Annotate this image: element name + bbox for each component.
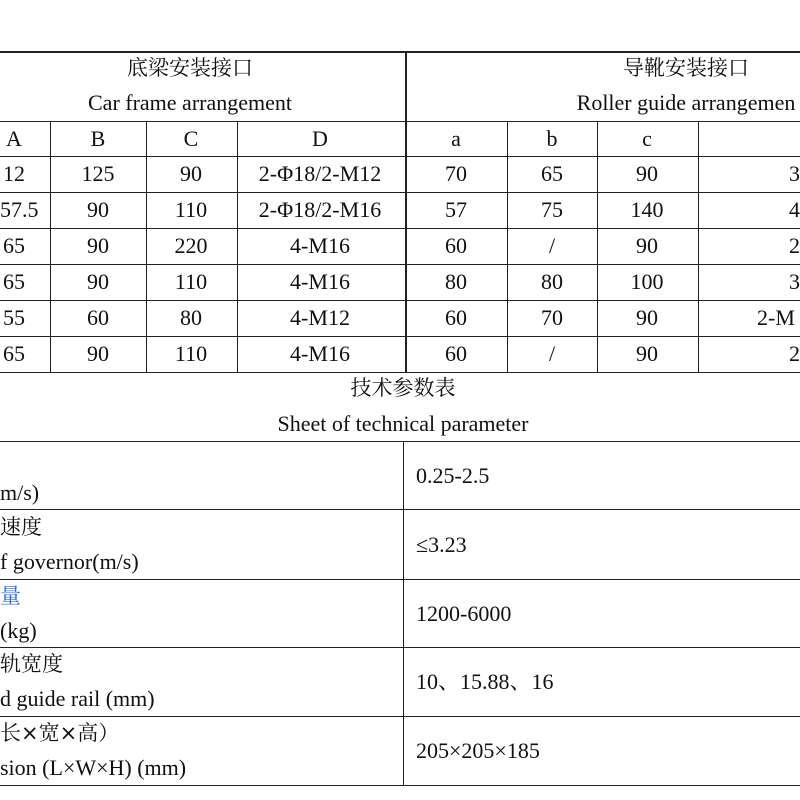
rule-header-bottom xyxy=(0,121,800,122)
rule-row-4 xyxy=(0,264,800,265)
table-cell: 65 xyxy=(541,161,563,186)
table-cell: 60 xyxy=(445,305,467,330)
param-value: 0.25-2.5 xyxy=(416,463,490,488)
table-cell: / xyxy=(548,341,556,366)
param-label-cn: 长×宽×高） xyxy=(0,721,120,745)
header-col-B: B xyxy=(90,126,106,151)
rule-row-7 xyxy=(0,372,800,373)
table-cell: 70 xyxy=(541,305,563,330)
car-frame-title-en: Car frame arrangement xyxy=(88,90,292,115)
table-cell: 57.5 xyxy=(0,197,39,222)
rule-tech-header xyxy=(0,441,800,442)
table-cell: 3 xyxy=(789,161,800,186)
roller-guide-title-cn: 导靴安装接口 xyxy=(623,56,749,80)
table-cell: 90 xyxy=(87,341,109,366)
rule-row-5 xyxy=(0,300,800,301)
rule-param-1 xyxy=(0,509,800,510)
table-cell: 220 xyxy=(174,233,208,258)
table-cell: 2-M xyxy=(757,305,795,330)
table-cell: 4-M16 xyxy=(290,233,350,258)
table-cell: 4-M16 xyxy=(290,269,350,294)
table-cell: 80 xyxy=(180,305,202,330)
table-cell: 4-M16 xyxy=(290,341,350,366)
rule-col-g xyxy=(698,121,699,372)
table-cell: 110 xyxy=(174,197,208,222)
param-label-en: m/s) xyxy=(0,480,40,505)
table-cell: 57 xyxy=(445,197,467,222)
rule-col-a xyxy=(50,121,51,372)
param-label-en: d guide rail (mm) xyxy=(0,686,155,711)
table-cell: 65 xyxy=(3,269,25,294)
table-cell: 80 xyxy=(445,269,467,294)
param-value: 1200-6000 xyxy=(416,601,512,626)
table-cell: 3 xyxy=(789,269,800,294)
table-cell: 2 xyxy=(789,233,800,258)
rule-col-f xyxy=(597,121,598,372)
header-col-A: A xyxy=(6,126,22,151)
rule-row-3 xyxy=(0,228,800,229)
param-label-cn: 速度 xyxy=(0,515,42,539)
header-col-c: c xyxy=(642,126,652,151)
table-cell: 80 xyxy=(541,269,563,294)
table-cell: 2-Φ18/2-M16 xyxy=(258,197,382,222)
tech-sheet-title-cn: 技术参数表 xyxy=(350,376,456,400)
param-value: ≤3.23 xyxy=(416,532,467,557)
param-label-en: (kg) xyxy=(0,618,37,643)
car-frame-title-cn: 底梁安装接口 xyxy=(127,56,253,80)
table-cell: 90 xyxy=(87,233,109,258)
table-cell: 4-M12 xyxy=(290,305,350,330)
rule-col-b xyxy=(146,121,147,372)
rule-col-c xyxy=(237,121,238,372)
table-cell: 90 xyxy=(636,161,658,186)
table-cell: 55 xyxy=(3,305,25,330)
table-cell: 2-Φ18/2-M12 xyxy=(258,161,382,186)
table-cell: 65 xyxy=(3,233,25,258)
param-label-cn: 量 xyxy=(0,584,21,608)
param-label-cn: 轨宽度 xyxy=(0,652,63,676)
param-value: 10、15.88、16 xyxy=(416,669,554,694)
table-cell: 110 xyxy=(174,269,208,294)
rule-row-2 xyxy=(0,192,800,193)
rule-col-e xyxy=(507,121,508,372)
header-col-a: a xyxy=(451,126,461,151)
roller-guide-title-en: Roller guide arrangemen xyxy=(576,90,796,115)
table-cell: 125 xyxy=(81,161,115,186)
param-value: 205×205×185 xyxy=(416,738,540,763)
table-cell: 65 xyxy=(3,341,25,366)
rule-top xyxy=(0,51,800,53)
rule-row-1 xyxy=(0,156,800,157)
table-cell: 70 xyxy=(445,161,467,186)
param-label-en: sion (L×W×H) (mm) xyxy=(0,755,187,780)
table-cell: 100 xyxy=(630,269,664,294)
header-col-C: C xyxy=(183,126,199,151)
rule-param-4 xyxy=(0,716,800,717)
rule-bottom xyxy=(0,785,800,786)
table-cell: 90 xyxy=(636,305,658,330)
table-cell: 60 xyxy=(445,341,467,366)
rule-param-3 xyxy=(0,647,800,648)
table-cell: 75 xyxy=(541,197,563,222)
table-cell: 90 xyxy=(636,233,658,258)
table-cell: 90 xyxy=(87,197,109,222)
table-cell: 90 xyxy=(180,161,202,186)
table-cell: 60 xyxy=(87,305,109,330)
table-cell: 110 xyxy=(174,341,208,366)
table-cell: 12 xyxy=(3,161,25,186)
table-cell: / xyxy=(548,233,556,258)
rule-param-2 xyxy=(0,579,800,580)
table-cell: 90 xyxy=(636,341,658,366)
table-cell: 4 xyxy=(789,197,800,222)
table-cell: 2 xyxy=(789,341,800,366)
table-cell: 140 xyxy=(630,197,664,222)
rule-section-divider xyxy=(405,52,407,372)
param-label-en: f governor(m/s) xyxy=(0,549,139,574)
tech-sheet-title-en: Sheet of technical parameter xyxy=(277,411,529,436)
table-cell: 90 xyxy=(87,269,109,294)
table-cell: 60 xyxy=(445,233,467,258)
rule-row-6 xyxy=(0,336,800,337)
header-col-b: b xyxy=(546,126,558,151)
rule-param-divider xyxy=(403,441,404,785)
header-col-D: D xyxy=(312,126,328,151)
